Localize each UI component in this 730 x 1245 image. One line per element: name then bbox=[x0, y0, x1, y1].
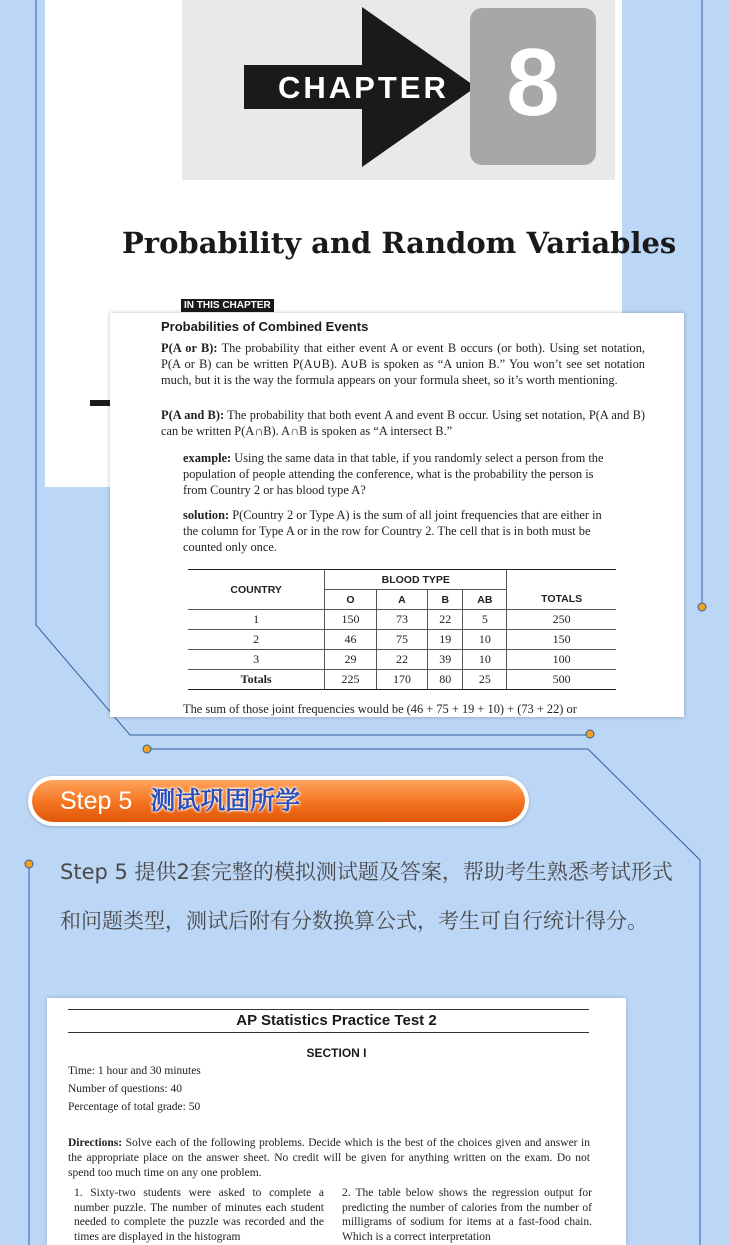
connector-dot bbox=[25, 860, 33, 868]
table-cell: 22 bbox=[428, 610, 463, 630]
practice-test-title: AP Statistics Practice Test 2 bbox=[236, 1012, 437, 1029]
table-cell: Totals bbox=[188, 670, 325, 690]
totals-header-spacer bbox=[507, 570, 616, 590]
chapter-list-marker bbox=[90, 400, 112, 406]
example-label: example: bbox=[183, 451, 232, 465]
step-title: 测试巩固所学 bbox=[150, 787, 301, 815]
section-heading: Probabilities of Combined Events bbox=[161, 319, 369, 334]
questions-info: Number of questions: 40 bbox=[68, 1083, 183, 1095]
connector-dot bbox=[698, 603, 706, 611]
directions-text: Solve each of the following problems. Decide which is the best of the choices given and answer in the appropriate place on the answer sheet. No credit will be given for anything written on the exam. Do not spend too much time on any one problem. bbox=[68, 1137, 590, 1179]
column-header: O bbox=[325, 590, 376, 610]
step-label bbox=[60, 784, 300, 818]
table-cell: 10 bbox=[463, 630, 507, 650]
table-cell: 25 bbox=[463, 670, 507, 690]
directions-label: Directions: bbox=[68, 1137, 123, 1149]
divider bbox=[68, 1032, 589, 1033]
practice-test-page bbox=[47, 998, 626, 1245]
column-header: AB bbox=[463, 590, 507, 610]
intersect-text: The probability that both event A and event B occur. Using set notation, P(A and B) can be written P(A∩B). A∩B is spoken as “A intersect B.” bbox=[161, 408, 645, 438]
example-text: Using the same data in that table, if you randomly select a person from the population of people attending the conference, what is the probability the person is from Country 2 or has blood type A? bbox=[183, 451, 604, 497]
connector-dot bbox=[143, 745, 151, 753]
directions bbox=[68, 1136, 590, 1181]
union-paragraph bbox=[161, 340, 645, 388]
table-row bbox=[188, 650, 616, 670]
table-cell: 100 bbox=[507, 650, 616, 670]
table-cell: 39 bbox=[428, 650, 463, 670]
blood-type-table bbox=[188, 569, 616, 690]
table-cell: 170 bbox=[376, 670, 427, 690]
step-description: Step 5 提供2套完整的模拟测试题及答案，帮助考生熟悉考试形式和问题类型，测试后附有分数换算公式，考生可自行统计得分。 bbox=[60, 860, 673, 933]
step-banner bbox=[28, 776, 529, 826]
table-cell: 150 bbox=[325, 610, 376, 630]
table-cell: 150 bbox=[507, 630, 616, 650]
union-label: P(A or B): bbox=[161, 341, 218, 355]
intersect-label: P(A and B): bbox=[161, 408, 225, 422]
column-header: B bbox=[428, 590, 463, 610]
chapter-word: CHAPTER bbox=[278, 70, 449, 105]
table-cell: 22 bbox=[376, 650, 427, 670]
table-cell: 46 bbox=[325, 630, 376, 650]
in-this-chapter-label: IN THIS CHAPTER bbox=[181, 299, 274, 312]
divider bbox=[68, 1009, 589, 1010]
chapter-number-box bbox=[470, 8, 596, 165]
table-cell: 75 bbox=[376, 630, 427, 650]
solution-paragraph bbox=[183, 507, 617, 555]
percentage-info: Percentage of total grade: 50 bbox=[68, 1101, 201, 1113]
solution-label: solution: bbox=[183, 508, 230, 522]
chapter-banner bbox=[182, 0, 615, 180]
blood-type-header: BLOOD TYPE bbox=[325, 570, 507, 590]
table-cell: 5 bbox=[463, 610, 507, 630]
table-cell: 10 bbox=[463, 650, 507, 670]
probability-page bbox=[110, 313, 684, 717]
step-pill bbox=[32, 780, 525, 822]
table-cell: 225 bbox=[325, 670, 376, 690]
table-cell: 500 bbox=[507, 670, 616, 690]
table-row bbox=[188, 630, 616, 650]
table-cell: 29 bbox=[325, 650, 376, 670]
column-header: TOTALS bbox=[507, 590, 616, 610]
question-2: 2. The table below shows the regression output for predicting the number of calories from the number of milligrams of sodium for items at a fast-food chain. Which is a correct interpretation bbox=[342, 1187, 592, 1243]
sum-text: The sum of those joint frequencies would be (46 + 75 + 19 + 10) + (73 + 22) or bbox=[183, 702, 577, 716]
step-number: Step 5 bbox=[60, 787, 133, 815]
union-text: The probability that either event A or event B occurs (or both). Using set notation, P(A or B) can be written P(A∪B). A∪B is spoken as “A union B.” You won’t see set notation much, but it is the way the formula appears on your formula sheet, so it’s worth mentioning. bbox=[161, 341, 646, 387]
example-paragraph bbox=[183, 450, 617, 498]
table-cell: 1 bbox=[188, 610, 325, 630]
intersect-paragraph bbox=[161, 407, 645, 439]
section-title: SECTION I bbox=[306, 1046, 367, 1060]
question-1: 1. Sixty-two students were asked to complete a number puzzle. The number of minutes each student needed to complete the puzzle was recorded and the times are displayed in the histogram bbox=[74, 1187, 324, 1243]
table-cell: 73 bbox=[376, 610, 427, 630]
table-cell: 80 bbox=[428, 670, 463, 690]
column-header: A bbox=[376, 590, 427, 610]
table-cell: 2 bbox=[188, 630, 325, 650]
solution-text: P(Country 2 or Type A) is the sum of all joint frequencies that are either in the column for Type A or in the row for Country 2. The cell that is in both must be counted only once. bbox=[183, 508, 602, 554]
time-info: Time: 1 hour and 30 minutes bbox=[68, 1065, 201, 1077]
chapter-number: 8 bbox=[506, 29, 560, 136]
chapter-title: Probability and Random Variables bbox=[122, 226, 677, 260]
table-totals-row bbox=[188, 670, 616, 690]
country-header: COUNTRY bbox=[188, 570, 325, 610]
table-row bbox=[188, 610, 616, 630]
table-cell: 250 bbox=[507, 610, 616, 630]
connector-dot bbox=[586, 730, 594, 738]
table-cell: 3 bbox=[188, 650, 325, 670]
table-cell: 19 bbox=[428, 630, 463, 650]
